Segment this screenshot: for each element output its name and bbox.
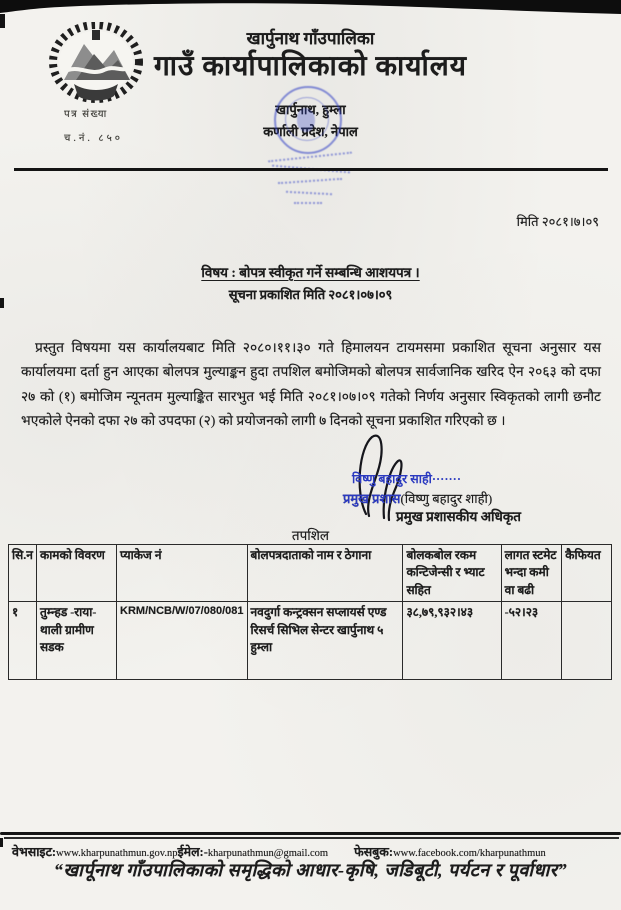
signer-stamp-name [352,470,461,487]
table-caption: तपशिल [291,528,330,543]
signer-stamp-name-text: विष्णु बहादुर साही [352,472,432,486]
scan-edge-left-low [0,838,3,847]
email-label: ईमेल:- [177,845,208,859]
stamp-arc-line [278,178,342,184]
dispatch-number: च.नं. ८५० [64,133,123,144]
body-paragraph: प्रस्तुत विषयमा यस कार्यालयबाट मिति २०८०।११।३० गते हिमालयन टायमसमा प्रकाशित सूचना अनुसार यस कार्यालयमा दर्ता हुन आएका बोलपत्र मुल्याङ्कन हुदा तपशिल बमोजिमको बोलपत्र सार्वजानिक खरिद ऐन २०६३ को दफा २७ को (१) बमोजिम न्यूनतम मुल्याङ्कित सारभुत भई मिति २०८१।०७।०९ गतेको निर्णय अनुसार स्विकृतको लागी छनौट भएकोले ऐनको दफा २७ को उपदफा (२) को प्रयोजनको लागी ७ दिनको सूचना प्रकाशित गरिएको छ । [21,340,601,428]
stamp-arc-line [286,191,332,195]
office-title: गाउँ कार्यापालिकाको कार्यालय [154,51,467,82]
address-line-1: खार्पुनाथ, हुम्ला [275,102,346,117]
website-url: www.kharpunathmun.gov.np [56,848,178,859]
ref-no-label: पत्र संख्या [64,109,108,120]
signer-printed-title: प्रमुख प्रशासकीय अधिकृत [396,509,521,524]
stamp-outer-circle [274,86,342,154]
cell-sn: १ [9,602,37,680]
col-header-package-no: प्याकेज नं [117,545,248,602]
date-line: मिति २०८१।७।०९ [516,214,599,229]
tender-table [8,544,612,680]
col-header-bid-amount: बोलकबोल रकम कन्टिजेन्सी र भ्याट सहित [403,545,501,602]
notice-date-line: सूचना प्रकाशित मिति २०८१।०७।०९ [228,287,393,302]
cell-bidder-name: नवदुर्गा कन्ट्रक्सन सप्लायर्स एण्ड रिसर्च सिभिल सेन्टर खार्पुनाथ ५ हुम्ला [247,602,403,680]
cell-cost-diff: -५२।२३ [501,602,562,680]
table-row [9,602,612,680]
cell-bid-amount: ३८,७९,९३२।४३ [403,602,501,680]
subject-line [0,263,621,281]
col-header-work-description: कामको विवरण [36,545,116,602]
facebook-label: फेसबुक: [354,845,394,859]
col-header-remarks: कैफियत [562,545,612,602]
website-label: वेभसाइट: [12,845,57,859]
address-line-2: कर्णाली प्रदेश, नेपाल [263,124,358,139]
municipality-name: खार्पुनाथ गाँउपालिका [246,29,375,48]
stamp-arc-line [268,152,352,163]
signer-stamp-dots: ······· [431,472,462,486]
footer-divider-thin [4,837,619,839]
cell-work-description: तुम्न्हड -राया-थाली ग्रामीण सडक [36,602,116,680]
footer-divider-thick [0,832,621,835]
signer-stamp-title-partial: प्रमुख प्रशास [343,491,401,506]
stamp-arc-line [294,202,322,204]
col-header-bidder-name: बोलपत्रदाताको नाम र ठेगाना [247,545,403,602]
facebook-url: www.facebook.com/kharpunathmun [393,848,546,859]
subject-text: विषय : बोपत्र स्वीकृत गर्ने सम्बन्धि आशयपत्र । [201,265,420,280]
signer-printed-name: (विष्णु बहादुर शाही) [400,491,493,506]
slogan: “खार्पूनाथ गाँउपालिकाको समृद्धिको आधार-कृषि, जडिबूटी, पर्यटन र पूर्वाधार” [53,860,568,880]
scan-edge-top [0,0,621,16]
email-address: kharpunathmun@gmail.com [207,848,329,859]
table-header-row [9,545,612,602]
signer-name-line [343,489,492,507]
col-header-cost-diff: लागत स्टमेट भन्दा कमी वा बढी [501,545,562,602]
col-header-sn: सि.न [9,545,37,602]
cell-remarks [562,602,612,680]
header-divider-line [14,168,608,171]
cell-package-no: KRM/NCB/W/07/080/081 [117,602,248,680]
